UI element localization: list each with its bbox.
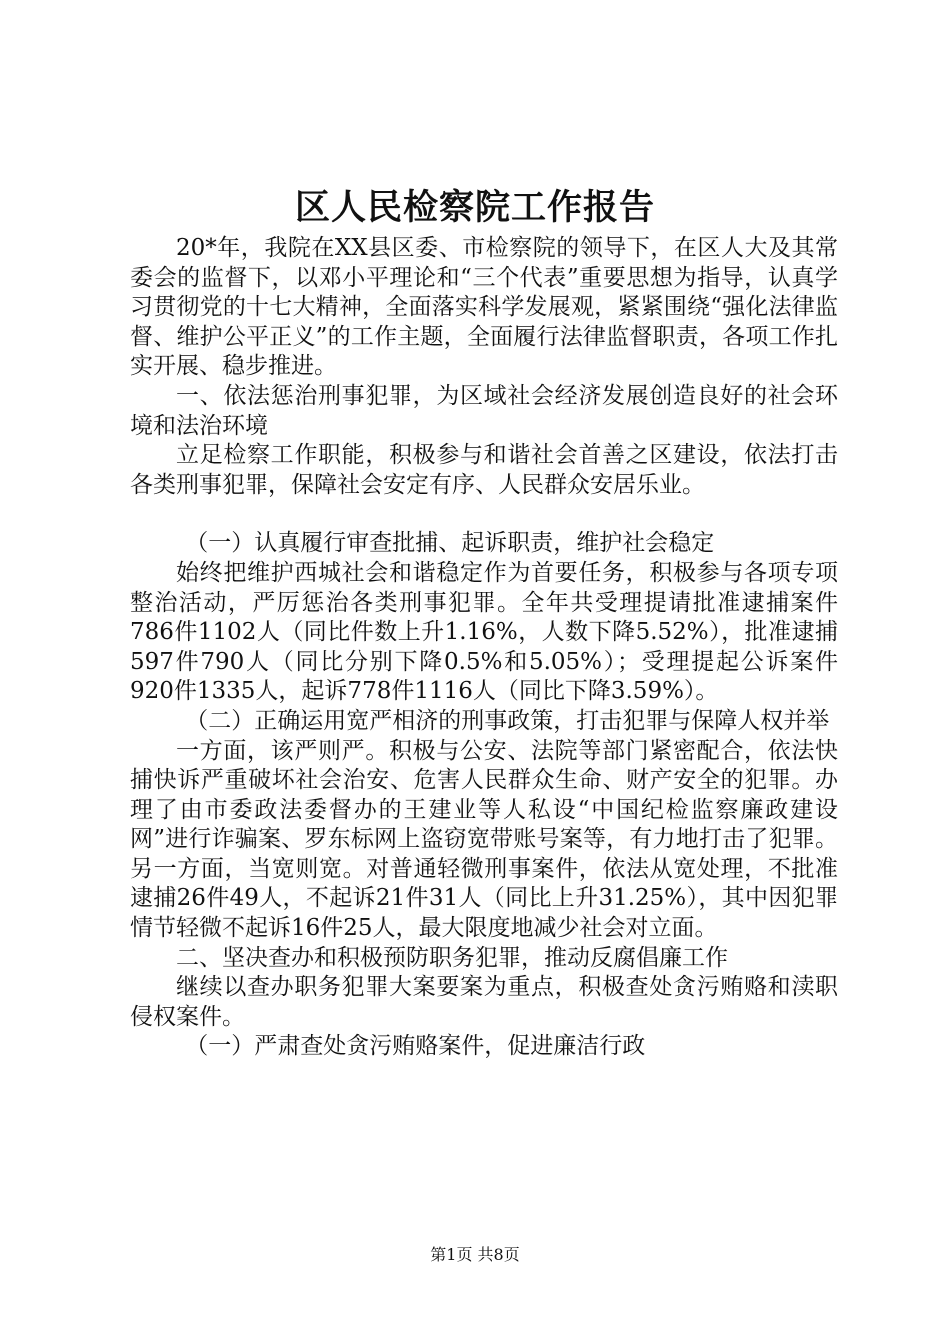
paragraph-section-2: 继续以查办职务犯罪大案要案为重点，积极查处贪污贿赂和渎职侵权案件。: [130, 974, 838, 1030]
subsection-heading-1-1: （一）认真履行审查批捕、起诉职责，维护社会稳定: [185, 530, 715, 557]
paragraph-section-1: 立足检察工作职能，积极参与和谐社会首善之区建设，依法打击各类刑事犯罪，保障社会安定有序、人民群众安居乐业。: [130, 442, 838, 498]
subsection-heading-2-1: （一）严肃查处贪污贿赂案件，促进廉洁行政: [185, 1033, 646, 1060]
paragraph-intro: 20*年，我院在XX县区委、市检察院的领导下，在区人大及其常委会的监督下，以邓小平理论和“三个代表”重要思想为指导，认真学习贯彻党的十七大精神，全面落实科学发展观，紧紧围绕“强化法律监督、维护公平正义”的工作主题，全面履行法律监督职责，各项工作扎实开展、稳步推进。: [130, 235, 838, 380]
section-heading-1: 一、依法惩治刑事犯罪，为区域社会经济发展创造良好的社会环境和法治环境: [130, 382, 838, 439]
page-number-footer: 第1页 共8页: [430, 1245, 520, 1264]
paragraph-subsection-1-2: 一方面，该严则严。积极与公安、法院等部门紧密配合，依法快捕快诉严重破坏社会治安、危害人民群众生命、财产安全的犯罪。办理了由市委政法委督办的王建业等人私设“中国纪检监察廉政建设网”进行诈骗案、罗东标网上盗窃宽带账号案等，有力地打击了犯罪。另一方面，当宽则宽。对普通轻微刑事案件，依法从宽处理，不批准逮捕26件49人，不起诉21件31人（同比上升31.25%），其中因犯罪情节轻微不起诉16件25人，最大限度地减少社会对立面。: [130, 737, 838, 942]
paragraph-subsection-1-1: 始终把维护西城社会和谐稳定作为首要任务，积极参与各项专项整治活动，严厉惩治各类刑事犯罪。全年共受理提请批准逮捕案件786件1102人（同比件数上升1.16%，人数下降5.52%），批准逮捕597件790人（同比分别下降0.5%和5.05%）；受理提起公诉案件920件1335人，起诉778件1116人（同比下降3.59%）。: [130, 559, 838, 705]
document-title: 区人民检察院工作报告: [294, 187, 655, 228]
section-heading-2: 二、坚决查办和积极预防职务犯罪，推动反腐倡廉工作: [176, 944, 728, 971]
document-body: [130, 234, 838, 1062]
subsection-heading-1-2: （二）正确运用宽严相济的刑事政策，打击犯罪与保障人权并举: [185, 707, 830, 734]
